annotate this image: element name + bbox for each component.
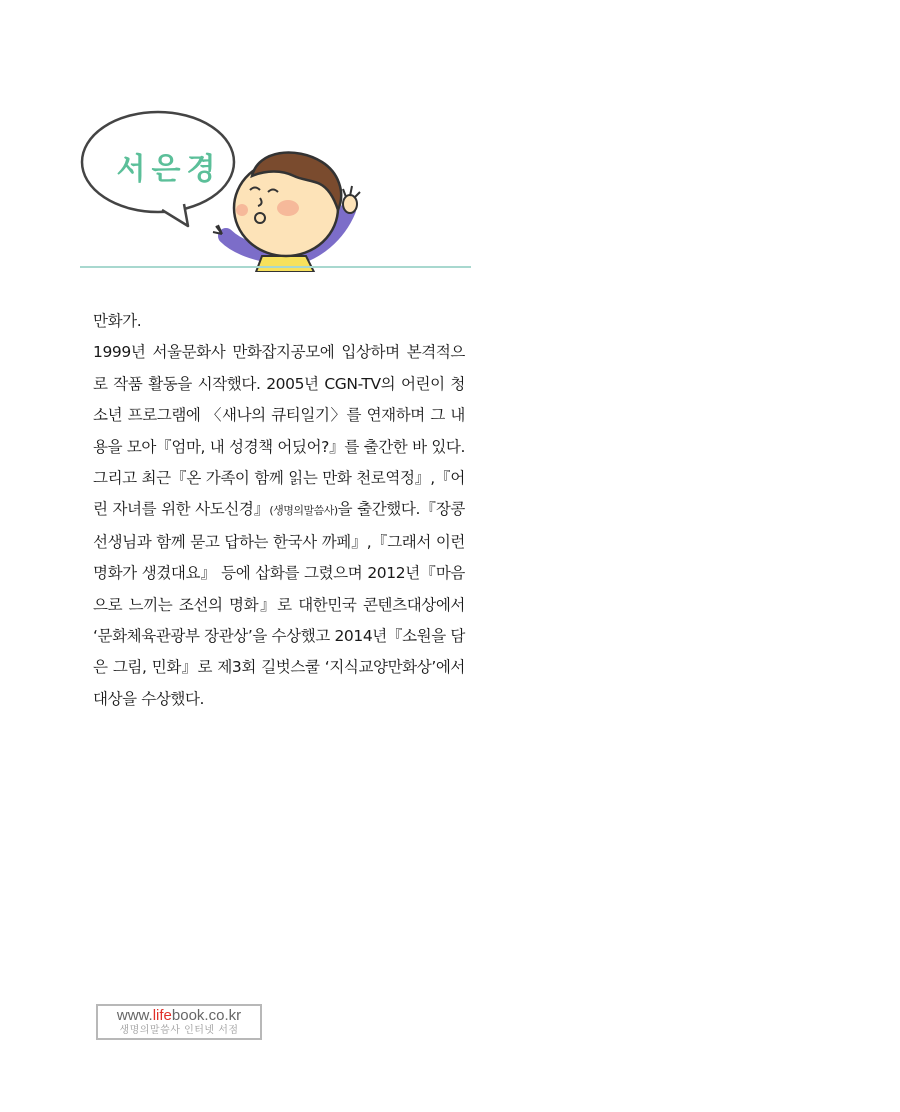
bio-text-part-1: 1999년 서울문화사 만화잡지공모에 입상하며 본격적으로 작품 활동을 시작했다. 2005년 CGN-TV의 어린이 청소년 프로그램에 〈새나의 큐티일기〉를 연재하며 그 내용을 모아『엄마, 내 성경책 어딨어?』를 출간한 바 있다. 그리고 최근『온 가족이 함께 읽는 만화 천로역정』,『어린 자녀를 위한 사도신경』 — [93, 343, 465, 519]
author-name: 서은경 — [116, 152, 222, 187]
bio-paragraph — [93, 337, 465, 715]
bio-publisher-note: (생명의말씀사) — [269, 504, 338, 518]
lifebook-url[interactable] — [98, 1007, 260, 1025]
author-title: 만화가. — [93, 312, 142, 330]
url-suffix: book.co.kr — [171, 1007, 242, 1024]
url-highlight: life — [152, 1007, 172, 1024]
bio-text-part-2: 을 출간했다.『장콩선생님과 함께 묻고 답하는 한국사 까페』,『그래서 이런 명화가 생겼대요』 등에 삽화를 그렸으며 2012년『마음으로 느끼는 조선의 명화』로 대한민국 콘텐츠대상에서 ‘문화체육관광부 장관상’을 수상했고 2014년『소원을 담은 그림, 민화』로 제3회 길벗스쿨 ‘지식교양만화상’에서 대상을 수상했다. — [93, 500, 465, 708]
author-bio — [93, 306, 465, 715]
lifebook-tagline: 생명의말씀사 인터넷 서점 — [119, 1025, 239, 1036]
lifebook-link-badge[interactable] — [96, 1004, 262, 1040]
cartoon-character-icon — [213, 153, 360, 272]
author-illustration — [76, 106, 476, 272]
header-divider — [80, 266, 471, 268]
url-prefix: www. — [116, 1007, 153, 1024]
